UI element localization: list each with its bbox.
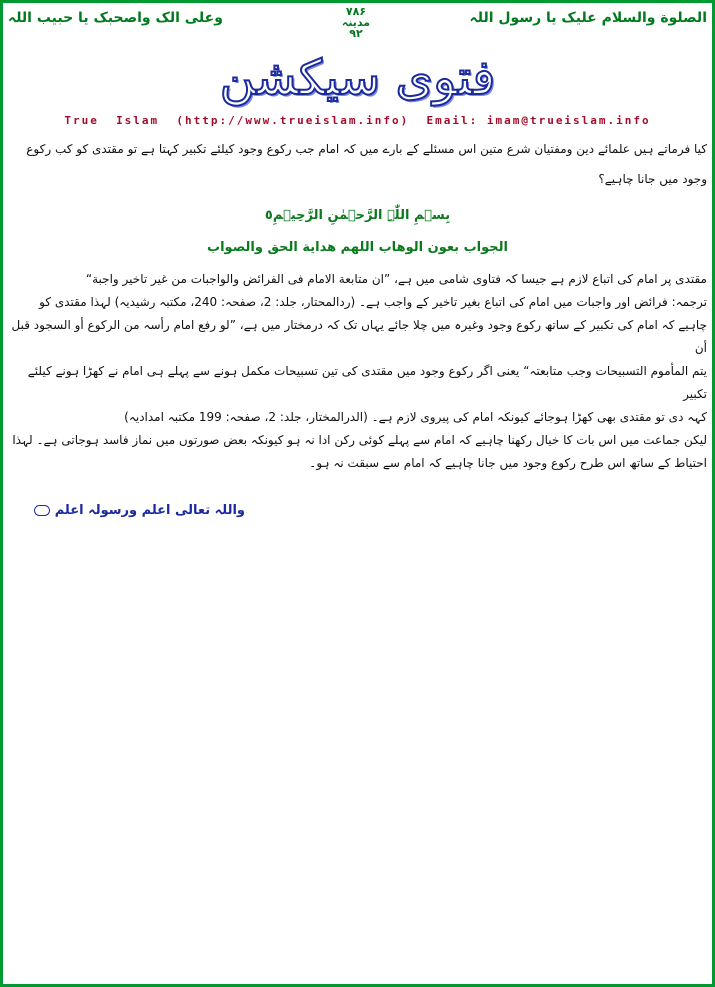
header-salutation-left: وعلی الک واصحبک یا حبیب اللہ <box>8 10 223 26</box>
answer-body <box>7 268 707 475</box>
answer-heading: الجواب بعون الوھاب اللھم ھدایة الحق والصواب <box>207 240 508 255</box>
page-title: فتوی سیکشن <box>219 50 496 106</box>
header-emblem <box>330 6 382 39</box>
emblem-number-bottom: ۹۲ <box>349 27 363 40</box>
answer-line: لیکن جماعت میں اس بات کا خیال رکھنا چاہیے کہ امام سے پہلے کوئی رکن ادا نہ ہو کیونکہ بعض صورتوں میں نماز فاسد ہوجاتی ہے۔ لہذا <box>12 433 707 447</box>
bismillah: بِسۡمِ اللّٰہِ الرَّحۡمٰنِ الرَّحِیۡمِ٥ <box>264 208 451 223</box>
header-salutation-right: الصلوة والسلام علیک یا رسول اللہ <box>469 10 707 26</box>
answer-line: کہہ دی تو مقتدی بھی کھڑا ہوجائے کیونکہ امام کی پیروی لازم ہے۔ (الدرالمختار، جلد: 2، صفحہ: 199 مکتبہ امدادیہ) <box>124 410 707 424</box>
emblem-number-top: ۷۸۶ <box>345 5 367 18</box>
closing-line <box>30 503 245 518</box>
answer-line: یتم المأموم التسبیحات وجب متابعتہ“ یعنی اگر رکوع وجود میں مقتدی کی تین تسبیحات مکمل ہونے سے پہلے ہی امام نے کھڑا ہونے کیلئے تکبیر <box>27 364 707 401</box>
answer-line: چاہیے کہ امام کی تکبیر کے ساتھ رکوع وجود وغیرہ میں چلا جائے یہاں تک کہ درمختار میں ہے، ”لو رفع امام رأسہ من الرکوع أو السجود قبل أن <box>11 318 707 355</box>
site-contact-line: True Islam (http://www.trueislam.info) Email: imam@trueislam.info <box>64 114 651 127</box>
emblem-madina: مدینہ <box>341 16 371 29</box>
answer-line: ترجمہ: فرائض اور واجبات میں امام کی اتباع بغیر تاخیر کے واجب ہے۔ (ردالمحتار، جلد: 2، صفحہ: 240، مکتبہ رشیدیہ) لہذا مقتدی کو <box>39 295 707 309</box>
closing-text: واللہ تعالی اعلم ورسولہ اعلم <box>54 503 245 518</box>
title-block <box>0 50 715 106</box>
question-text: کیا فرماتے ہیں علمائے دین ومفتیان شرع متین اس مسئلے کے بارے میں کہ امام جب رکوع وجود کیلئے تکبیر کہتا ہے تو مقتدی کو کب رکوع وجود میں جانا چاہیے؟ <box>26 142 707 186</box>
answer-line: مقتدی پر امام کی اتباع لازم ہے جیسا کہ فتاوی شامی میں ہے، ”ان متابعة الامام فی الفرائض والواجبات من غیر تاخیر واجبة“ <box>85 272 707 286</box>
honorific-seal-icon <box>34 505 50 516</box>
answer-line: احتیاط کے ساتھ اس طرح رکوع وجود میں جانا چاہیے کہ امام سے سبقت نہ ہو۔ <box>309 456 707 470</box>
